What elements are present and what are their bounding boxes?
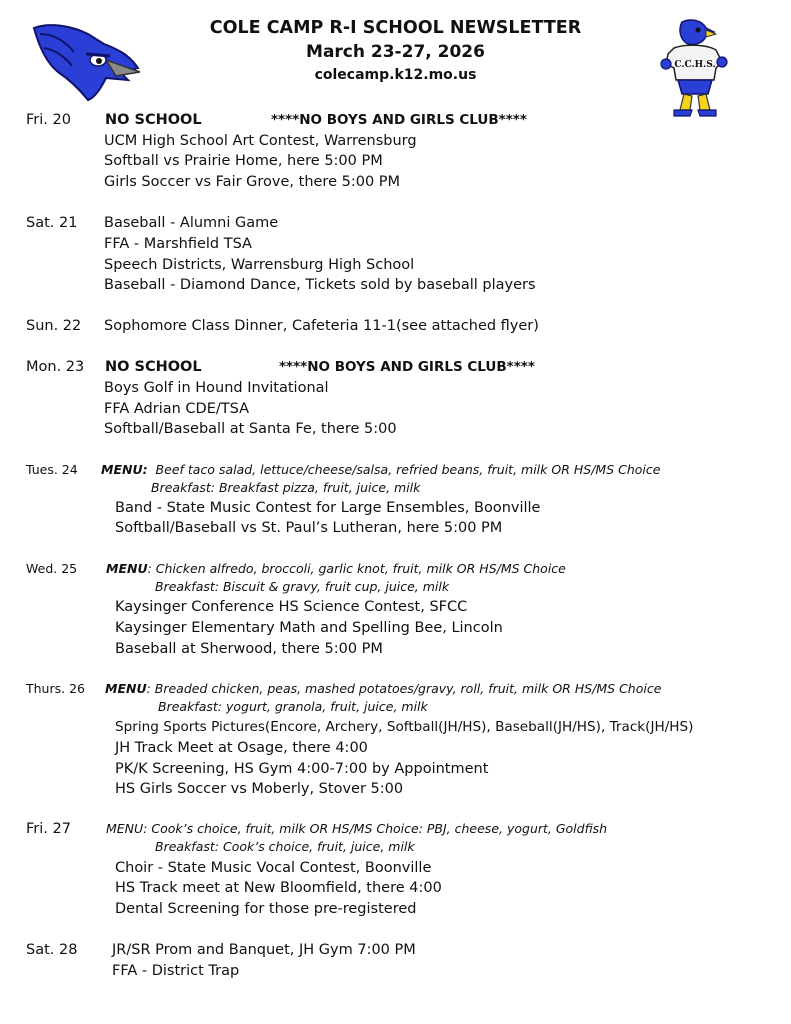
lunch-menu: MENU: Cook’s choice, fruit, milk OR HS/MS Choice: PBJ, cheese, yogurt, Goldfish <box>106 821 608 836</box>
event-item: Boys Golf in Hound Invitational <box>104 380 329 396</box>
event-item: JR/SR Prom and Banquet, JH Gym 7:00 PM <box>112 942 416 958</box>
event-item: HS Girls Soccer vs Moberly, Stover 5:00 <box>115 781 404 797</box>
event-item: PK/K Screening, HS Gym 4:00-7:00 by Appointment <box>115 761 489 777</box>
event-item: FFA Adrian CDE/TSA <box>104 401 250 417</box>
event-item: FFA - District Trap <box>112 963 240 979</box>
school-website: colecamp.k12.mo.us <box>314 67 477 83</box>
lunch-menu <box>101 461 660 479</box>
event-item: Choir - State Music Vocal Contest, Boonville <box>115 860 432 876</box>
event-item: Softball vs Prairie Home, here 5:00 PM <box>104 153 383 169</box>
no-school-notice: NO SCHOOL <box>105 359 202 375</box>
event-item: Kaysinger Conference HS Science Contest, SFCC <box>115 599 468 615</box>
day-label: Tues. 24 <box>26 462 78 477</box>
day-label: Sat. 28 <box>26 942 78 958</box>
event-item: Speech Districts, Warrensburg High School <box>104 257 415 273</box>
event-item: Spring Sports Pictures(Encore, Archery, Softball(JH/HS), Baseball(JH/HS), Track(JH/HS) <box>115 719 694 735</box>
day-label: Sun. 22 <box>26 318 82 334</box>
event-item: Baseball at Sherwood, there 5:00 PM <box>115 641 383 657</box>
bluejay-head-logo-icon <box>30 20 142 102</box>
lunch-menu <box>105 680 661 698</box>
menu-label: MENU: <box>101 462 148 477</box>
event-item: Sophomore Class Dinner, Cafeteria 11-1(see attached flyer) <box>104 318 539 334</box>
day-label: Sat. 21 <box>26 215 78 231</box>
event-item: Softball/Baseball vs St. Paul’s Lutheran, here 5:00 PM <box>115 520 503 536</box>
day-label: Fri. 20 <box>26 112 71 128</box>
club-notice: ****NO BOYS AND GIRLS CLUB**** <box>279 359 535 375</box>
event-item: Baseball - Alumni Game <box>104 215 279 231</box>
bluejay-mascot-logo-icon <box>660 18 728 120</box>
event-item: FFA - Marshfield TSA <box>104 236 252 252</box>
breakfast-menu: Breakfast: yogurt, granola, fruit, juice, milk <box>158 699 428 714</box>
event-item: JH Track Meet at Osage, there 4:00 <box>115 740 368 756</box>
breakfast-menu: Breakfast: Cook’s choice, fruit, juice, milk <box>155 839 415 854</box>
day-label: Wed. 25 <box>26 561 78 576</box>
newsletter-title: COLE CAMP R-I SCHOOL NEWSLETTER <box>209 18 582 38</box>
day-label: Fri. 27 <box>26 821 71 837</box>
event-item: Kaysinger Elementary Math and Spelling Bee, Lincoln <box>115 620 503 636</box>
club-notice: ****NO BOYS AND GIRLS CLUB**** <box>271 112 527 128</box>
breakfast-menu: Breakfast: Biscuit & gravy, fruit cup, juice, milk <box>155 579 450 594</box>
no-school-notice: NO SCHOOL <box>105 112 202 128</box>
menu-text: : Chicken alfredo, broccoli, garlic knot, fruit, milk OR HS/MS Choice <box>147 561 566 576</box>
event-item: Softball/Baseball at Santa Fe, there 5:00 <box>104 421 397 437</box>
breakfast-menu: Breakfast: Breakfast pizza, fruit, juice, milk <box>151 480 421 495</box>
event-item: HS Track meet at New Bloomfield, there 4:00 <box>115 880 442 896</box>
menu-label: MENU <box>106 561 148 576</box>
event-item: Girls Soccer vs Fair Grove, there 5:00 PM <box>104 174 401 190</box>
event-item: Baseball - Diamond Dance, Tickets sold by baseball players <box>104 277 536 293</box>
newsletter-dates: March 23-27, 2026 <box>306 42 485 62</box>
menu-label: MENU <box>105 681 147 696</box>
menu-text: Beef taco salad, lettuce/cheese/salsa, refried beans, fruit, milk OR HS/MS Choice <box>155 462 661 477</box>
event-item: Band - State Music Contest for Large Ensembles, Boonville <box>115 500 541 516</box>
lunch-menu <box>106 560 566 578</box>
event-item: Dental Screening for those pre-registered <box>115 901 417 917</box>
menu-text: : Breaded chicken, peas, mashed potatoes/gravy, roll, fruit, milk OR HS/MS Choice <box>146 681 662 696</box>
day-label: Thurs. 26 <box>26 681 85 696</box>
mascot-text: C.C.H.S. <box>674 60 716 70</box>
day-label: Mon. 23 <box>26 359 85 375</box>
event-item: UCM High School Art Contest, Warrensburg <box>104 133 417 149</box>
